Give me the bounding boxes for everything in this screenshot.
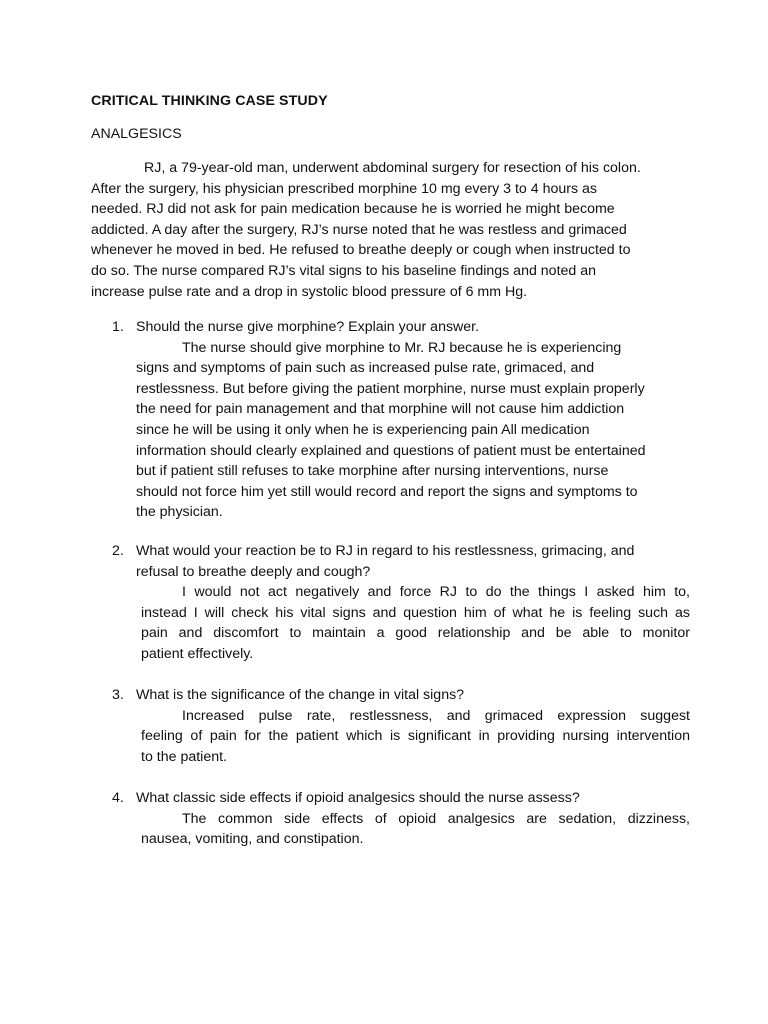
question-item-3 bbox=[112, 685, 692, 767]
answer-line: should not force him yet still would record and report the signs and symptoms to bbox=[136, 483, 638, 500]
intro-line: increase pulse rate and a drop in systolic blood pressure of 6 mm Hg. bbox=[91, 283, 528, 300]
question-text bbox=[136, 685, 692, 706]
question-item-1 bbox=[112, 317, 692, 523]
answer-line: restlessness. But before giving the patient morphine, nurse must explain properly bbox=[136, 380, 645, 397]
answer-text bbox=[141, 809, 690, 850]
answer-line: but if patient still refuses to take morphine after nursing interventions, nurse bbox=[136, 463, 609, 480]
answer-line: the physician. bbox=[136, 504, 223, 521]
answer-text bbox=[136, 338, 692, 523]
answer-line: since he will be using it only when he is experiencing pain All medication bbox=[136, 421, 590, 438]
answer-line: The nurse should give morphine to Mr. RJ because he is experiencing bbox=[182, 339, 622, 356]
intro-line: addicted. A day after the surgery, RJ’s nurse noted that he was restless and grimaced bbox=[91, 221, 627, 238]
answer-line: to the patient. bbox=[141, 748, 227, 765]
question-item-4 bbox=[112, 788, 692, 850]
answer-line: Increased pulse rate, restlessness, and grimaced expression suggest bbox=[182, 707, 690, 724]
question-line: What is the significance of the change in vital signs? bbox=[136, 687, 465, 703]
case-intro-paragraph bbox=[91, 158, 691, 302]
answer-line: instead I will check his vital signs and question him of what he is feeling such as bbox=[141, 604, 690, 621]
answer-line: nausea, vomiting, and constipation. bbox=[141, 831, 364, 848]
answer-line: signs and symptoms of pain such as increased pulse rate, grimaced, and bbox=[136, 360, 595, 377]
intro-line: needed. RJ did not ask for pain medication because he is worried he might become bbox=[91, 201, 615, 218]
intro-line: do so. The nurse compared RJ’s vital signs to his baseline findings and noted an bbox=[91, 262, 597, 279]
answer-line: feeling of pain for the patient which is significant in providing nursing intervention bbox=[141, 728, 690, 745]
question-line: What would your reaction be to RJ in regard to his restlessness, grimacing, and bbox=[136, 543, 635, 559]
answer-text bbox=[141, 706, 690, 768]
answer-line: patient effectively. bbox=[141, 645, 254, 662]
document-subtitle: ANALGESICS bbox=[91, 126, 182, 142]
answer-text bbox=[141, 582, 690, 664]
intro-line: After the surgery, his physician prescribed morphine 10 mg every 3 to 4 hours as bbox=[91, 180, 598, 197]
document-title: CRITICAL THINKING CASE STUDY bbox=[91, 93, 328, 109]
answer-line: the need for pain management and that morphine will not cause him addiction bbox=[136, 401, 625, 418]
question-text bbox=[136, 317, 692, 338]
question-item-2 bbox=[112, 541, 692, 665]
answer-line: The common side effects of opioid analgesics are sedation, dizziness, bbox=[182, 810, 690, 827]
question-line: What classic side effects if opioid analgesics should the nurse assess? bbox=[136, 790, 580, 806]
answer-line: information should clearly explained and questions of patient must be entertained bbox=[136, 442, 646, 459]
question-number: 1. bbox=[112, 319, 124, 335]
question-number: 3. bbox=[112, 687, 124, 703]
answer-line: I would not act negatively and force RJ to do the things I asked him to, bbox=[182, 584, 690, 601]
question-text bbox=[136, 788, 692, 809]
question-text bbox=[136, 541, 692, 582]
question-number: 4. bbox=[112, 790, 124, 806]
answer-line: pain and discomfort to maintain a good relationship and be able to monitor bbox=[141, 625, 690, 642]
intro-line: RJ, a 79-year-old man, underwent abdominal surgery for resection of his colon. bbox=[144, 160, 641, 176]
intro-line: whenever he moved in bed. He refused to breathe deeply or cough when instructed to bbox=[91, 242, 631, 259]
question-number: 2. bbox=[112, 543, 124, 559]
question-line: Should the nurse give morphine? Explain your answer. bbox=[136, 319, 480, 335]
question-line: refusal to breathe deeply and cough? bbox=[136, 563, 371, 580]
